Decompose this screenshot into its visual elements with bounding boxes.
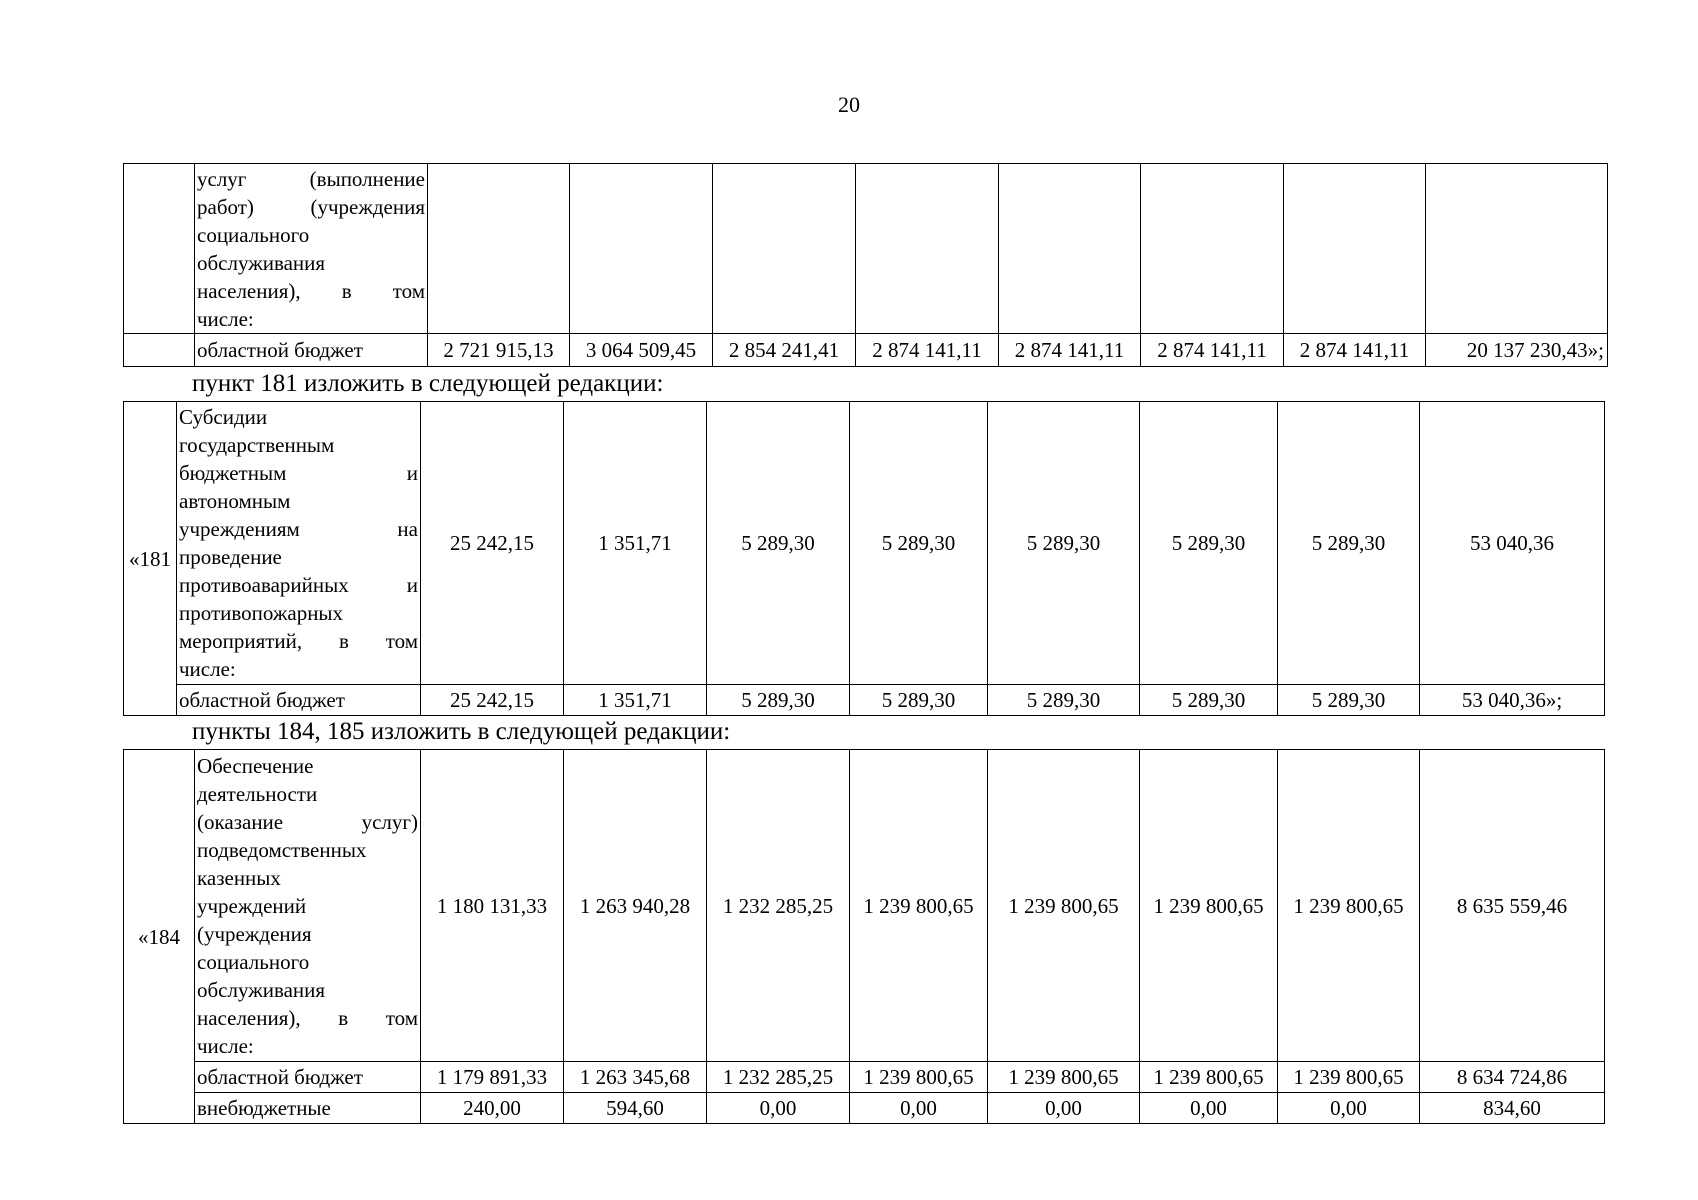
- value-cell: 1 239 800,65: [988, 1062, 1140, 1093]
- table-row: [124, 1093, 1605, 1124]
- value-cell: 0,00: [850, 1093, 988, 1124]
- description-line: социального: [197, 949, 310, 974]
- value-cell: 1 232 285,25: [707, 750, 850, 1062]
- table-item-184: [123, 749, 1605, 1124]
- description-line: Субсидии: [179, 405, 268, 429]
- value-cell: 8 634 724,86: [1420, 1062, 1605, 1093]
- description-line: проведение: [179, 545, 282, 569]
- description-line: государственным: [179, 433, 335, 457]
- value-cell: 53 040,36»;: [1420, 685, 1605, 716]
- value-cell: 5 289,30: [1140, 402, 1278, 685]
- table-row: [124, 334, 1608, 367]
- value-cell: 1 239 800,65: [1140, 750, 1278, 1062]
- value-cell: 1 239 800,65: [988, 750, 1140, 1062]
- value-cell: 1 239 800,65: [1278, 1062, 1420, 1093]
- value-cell: 1 179 891,33: [421, 1062, 564, 1093]
- value-cell: 834,60: [1420, 1093, 1605, 1124]
- instruction-text: пункты 184, 185 изложить в следующей редакции:: [192, 718, 731, 745]
- value-cell: 5 289,30: [1140, 685, 1278, 716]
- value-cell: 1 239 800,65: [1278, 750, 1420, 1062]
- value-cell: 0,00: [707, 1093, 850, 1124]
- value-cell: 2 874 141,11: [999, 334, 1141, 367]
- row-description: [195, 750, 421, 1062]
- row-description: [177, 402, 421, 685]
- value-cell: 8 635 559,46: [1420, 750, 1605, 1062]
- description-line: казенных: [197, 865, 281, 890]
- value-cell: 1 351,71: [564, 685, 707, 716]
- row-label: областной бюджет: [177, 685, 421, 716]
- value-cell: [1426, 164, 1608, 334]
- value-cell: 1 239 800,65: [850, 1062, 988, 1093]
- index-cell: [124, 334, 195, 367]
- value-cell: 0,00: [1140, 1093, 1278, 1124]
- value-cell: 5 289,30: [1278, 685, 1420, 716]
- description-line: мероприятий, в том: [179, 629, 418, 653]
- table-row: [124, 1062, 1605, 1093]
- item-index: «184: [124, 750, 195, 1124]
- table-row: [124, 164, 1608, 334]
- description-line: подведомственных: [197, 837, 367, 862]
- table-row: [124, 402, 1605, 685]
- value-cell: 1 232 285,25: [707, 1062, 850, 1093]
- description-line: автономным: [179, 489, 291, 513]
- value-cell: 2 874 141,11: [856, 334, 999, 367]
- value-cell: 25 242,15: [421, 685, 564, 716]
- value-cell: [1141, 164, 1284, 334]
- description-line: противопожарных: [179, 601, 344, 625]
- description-line: услуг (выполнение: [197, 166, 425, 191]
- description-line: числе:: [197, 306, 254, 331]
- description-line: учреждений: [197, 893, 307, 918]
- value-cell: 25 242,15: [421, 402, 564, 685]
- row-label: областной бюджет: [195, 1062, 421, 1093]
- value-cell: 2 874 141,11: [1284, 334, 1426, 367]
- description-line: (учреждения: [197, 921, 312, 946]
- value-cell: 1 180 131,33: [421, 750, 564, 1062]
- table-row: [124, 685, 1605, 716]
- value-cell: 2 874 141,11: [1141, 334, 1284, 367]
- value-cell: 5 289,30: [988, 685, 1140, 716]
- value-cell: [999, 164, 1141, 334]
- description-line: социального: [197, 222, 310, 247]
- value-cell: 3 064 509,45: [570, 334, 713, 367]
- value-cell: 5 289,30: [988, 402, 1140, 685]
- description-line: деятельности: [197, 781, 318, 806]
- value-cell: 1 239 800,65: [1140, 1062, 1278, 1093]
- value-cell: 0,00: [988, 1093, 1140, 1124]
- value-cell: 5 289,30: [850, 402, 988, 685]
- description-line: работ) (учреждения: [197, 194, 425, 219]
- description-line: Обеспечение: [197, 753, 314, 778]
- description-line: числе:: [179, 657, 236, 681]
- table-row: [124, 750, 1605, 1062]
- value-cell: 1 239 800,65: [850, 750, 988, 1062]
- value-cell: 1 351,71: [564, 402, 707, 685]
- value-cell: 5 289,30: [707, 685, 850, 716]
- value-cell: [713, 164, 856, 334]
- description-line: (оказание услуг): [197, 809, 418, 834]
- row-description: [195, 164, 428, 334]
- table-continuation: [123, 163, 1608, 367]
- description-line: обслуживания: [197, 250, 326, 275]
- description-line: населения), в том: [197, 1005, 418, 1030]
- value-cell: [1284, 164, 1426, 334]
- row-label: областной бюджет: [195, 334, 428, 367]
- value-cell: 594,60: [564, 1093, 707, 1124]
- value-cell: 5 289,30: [707, 402, 850, 685]
- description-line: населения), в том: [197, 278, 425, 303]
- value-cell: 2 721 915,13: [428, 334, 570, 367]
- value-cell: 2 854 241,41: [713, 334, 856, 367]
- description-line: числе:: [197, 1033, 254, 1058]
- description-line: учреждениям на: [179, 517, 418, 541]
- value-cell: [856, 164, 999, 334]
- description-line: противоаварийных и: [179, 573, 418, 597]
- value-cell: 20 137 230,43»;: [1426, 334, 1608, 367]
- row-label: внебюджетные: [195, 1093, 421, 1124]
- value-cell: [570, 164, 713, 334]
- description-line: бюджетным и: [179, 461, 418, 485]
- value-cell: 1 263 345,68: [564, 1062, 707, 1093]
- value-cell: 53 040,36: [1420, 402, 1605, 685]
- value-cell: 5 289,30: [850, 685, 988, 716]
- value-cell: [428, 164, 570, 334]
- value-cell: 240,00: [421, 1093, 564, 1124]
- instruction-text: пункт 181 изложить в следующей редакции:: [192, 370, 664, 397]
- item-index: «181: [124, 402, 177, 716]
- value-cell: 1 263 940,28: [564, 750, 707, 1062]
- description-line: обслуживания: [197, 977, 326, 1002]
- table-item-181: [123, 401, 1605, 716]
- value-cell: 0,00: [1278, 1093, 1420, 1124]
- index-cell: [124, 164, 195, 334]
- value-cell: 5 289,30: [1278, 402, 1420, 685]
- page-number: 20: [838, 92, 860, 117]
